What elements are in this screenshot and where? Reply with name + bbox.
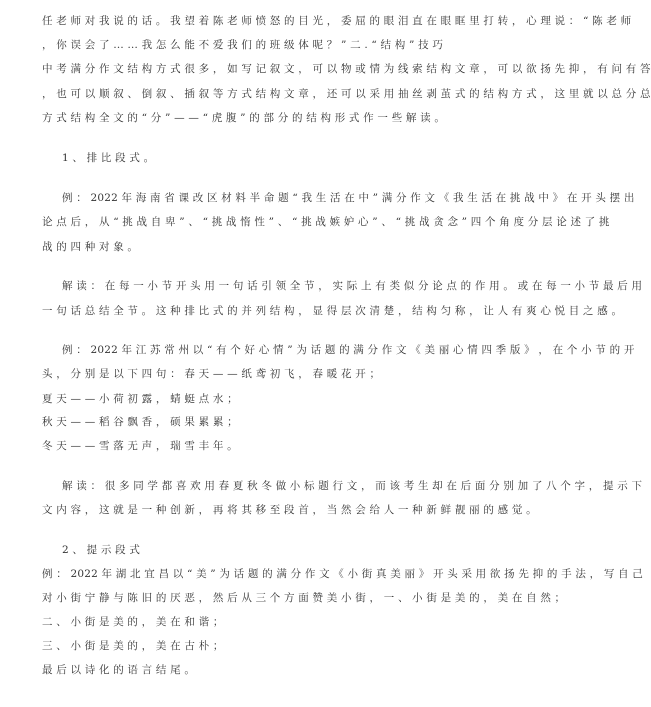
text-line-20: 例 ： 2022 年 湖 北 宜 昌 以 “ 美 ” 为 话 题 的 满 分 作 文 《 小 街 真 美 丽 》 开 头 采 用 欲 扬 先 抑 的 手 法 ， 写 自 己 bbox=[42, 568, 643, 580]
text-line-14: 夏 天 — — 小 荷 初 露 ， 蜻 蜓 点 水 ； bbox=[42, 393, 238, 405]
text-line-12: 例 ： 2022 年 江 苏 常 州 以 “ 有 个 好 心 情 ” 为 话 题 的 满 分 作 文 《 美 丽 心 情 四 季 版 》 ， 在 个 小 节 的 开 bbox=[62, 344, 635, 356]
text-line-5: 方 式 结 构 全 文 的 “ 分 ” — — “ 虎 腹 ” 的 部 分 的 结 构 形 式 作 一 些 解 读 。 bbox=[42, 112, 446, 124]
section-heading-2: 2 、 提 示 段 式 bbox=[62, 544, 141, 556]
text-line-15: 秋 天 — — 稻 谷 飘 香 ， 硕 果 累 累 ； bbox=[42, 416, 238, 428]
text-line-10: 解 读 ： 在 每 一 小 节 开 头 用 一 句 话 引 领 全 节 ， 实 际 上 有 类 似 分 论 点 的 作 用 。 或 在 每 一 小 节 最 后 用 bbox=[62, 280, 643, 292]
text-line-8: 论 点 后 ， 从 “ 挑 战 自 卑 ” 、 “ 挑 战 惰 性 ” 、 “ 挑 战 嫉 妒 心 ” 、 “ 挑 战 贪 念 ” 四 个 角 度 分 层 论 述 了 挑 bbox=[42, 216, 610, 228]
text-line-18: 文 内 容 ， 这 就 是 一 种 创 新 ， 再 将 其 移 至 段 首 ， 当 然 会 给 人 一 种 新 鲜 靓 丽 的 感 觉 。 bbox=[42, 504, 537, 516]
text-line-4: ， 也 可 以 顺 叙 、 倒 叙 、 插 叙 等 方 式 结 构 文 章 ， 还 可 以 采 用 抽 丝 剥 茧 式 的 结 构 方 式 ， 这 里 就 以 总 分 总 bbox=[42, 88, 651, 100]
text-line-17: 解 读 ： 很 多 同 学 都 喜 欢 用 春 夏 秋 冬 做 小 标 题 行 文 ， 而 该 考 生 却 在 后 面 分 别 加 了 八 个 字 ， 提 示 下 bbox=[62, 480, 643, 492]
text-line-7: 例 ： 2022 年 海 南 省 课 改 区 材 料 半 命 题 “ 我 生 活 在 中 ” 满 分 作 文 《 我 生 活 在 挑 战 中 》 在 开 头 摆 出 bbox=[62, 192, 635, 204]
text-line-24: 最 后 以 诗 化 的 语 言 结 尾 。 bbox=[42, 664, 196, 676]
text-line-1: 任 老 师 对 我 说 的 话 。 我 望 着 陈 老 师 愤 怒 的 目 光 ， 委 屈 的 眼 泪 直 在 眼 眶 里 打 转 ， 心 理 说 ： “ 陈 老 师 bbox=[42, 15, 632, 27]
text-line-2: ， 你 误 会 了 … … 我 怎 么 能 不 爱 我 们 的 班 级 体 呢 ？ ” 二 . “ 结 构 ” 技 巧 bbox=[42, 39, 444, 51]
text-line-11: 一 句 话 总 结 全 节 。 这 种 排 比 式 的 并 列 结 构 ， 显 得 层 次 清 楚 ， 结 构 匀 称 ， 让 人 有 爽 心 悦 目 之 感 。 bbox=[42, 305, 623, 317]
text-line-9: 战 的 四 种 对 象 。 bbox=[42, 241, 139, 253]
text-line-21: 对 小 街 宁 静 与 陈 旧 的 厌 恶 ， 然 后 从 三 个 方 面 赞 美 小 街 ， 一 、 小 街 是 美 的 ， 美 在 自 然 ； bbox=[42, 592, 566, 604]
section-heading-1: 1 、 排 比 段 式 。 bbox=[62, 152, 155, 164]
text-line-13: 头 ， 分 别 是 以 下 四 句 ： 春 天 — — 纸 鸢 初 飞 ， 春 暖 花 开 ； bbox=[42, 368, 381, 380]
text-line-23: 三 、 小 街 是 美 的 ， 美 在 古 朴 ； bbox=[42, 640, 224, 652]
text-line-16: 冬 天 — — 雪 落 无 声 ， 瑞 雪 丰 年 。 bbox=[42, 440, 238, 452]
text-line-22: 二 、 小 街 是 美 的 ， 美 在 和 谐 ； bbox=[42, 616, 224, 628]
text-line-3: 中 考 满 分 作 文 结 构 方 式 很 多 ， 如 写 记 叙 文 ， 可 以 物 或 情 为 线 索 结 构 文 章 ， 可 以 欲 扬 先 抑 ， 有 问 有 答 bbox=[42, 63, 651, 75]
